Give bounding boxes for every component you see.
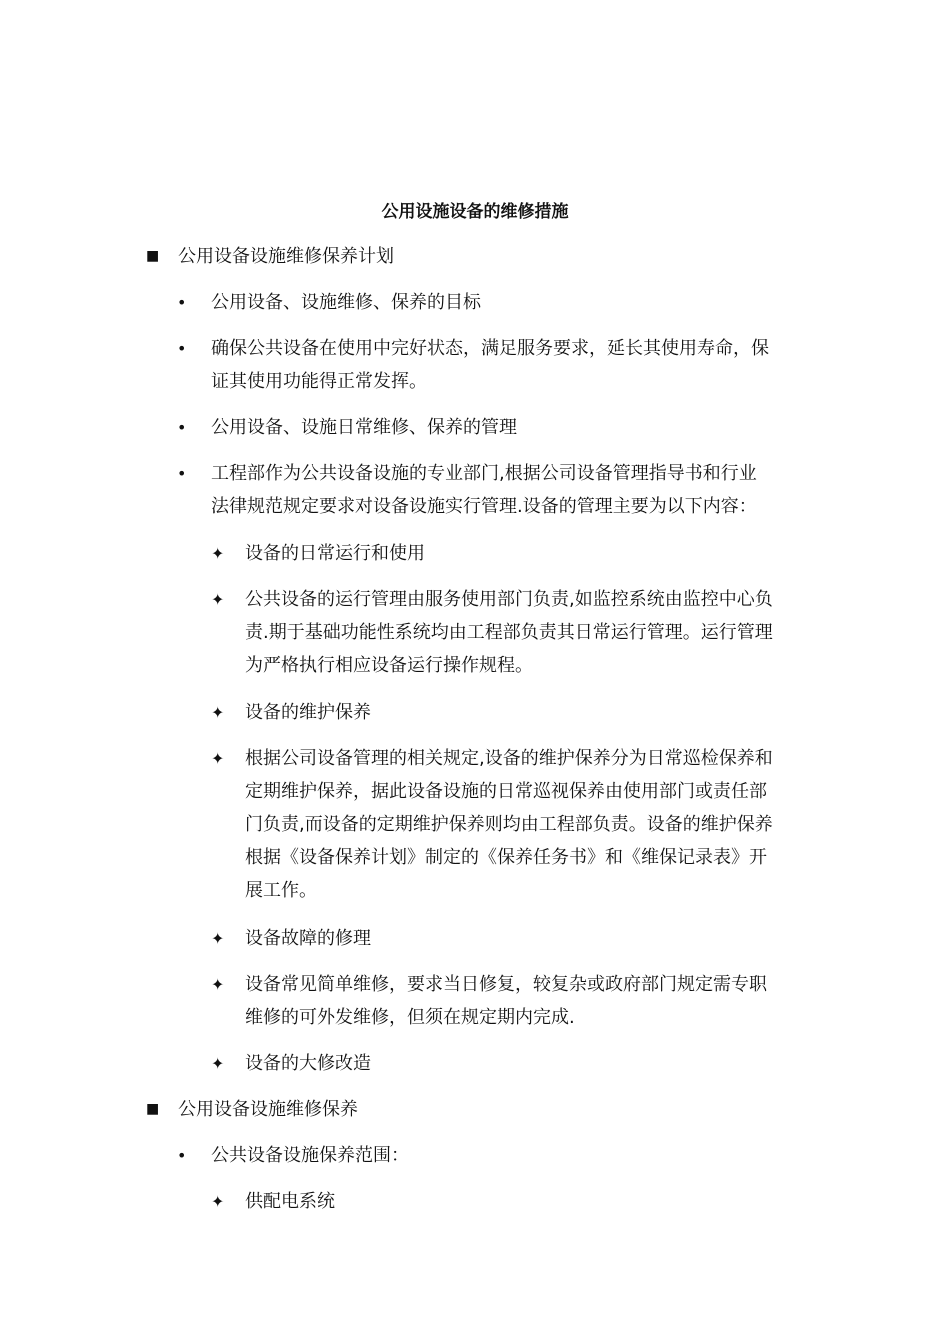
list-item-line: 为严格执行相应设备运行操作规程。 [245, 655, 533, 676]
square-bullet-icon: ■ [146, 248, 160, 264]
list-item-line: 维修的可外发维修，但须在规定期内完成. [245, 1007, 575, 1028]
list-item-line: 公共设备的运行管理由服务使用部门负责,如监控系统由监控中心负 [245, 589, 773, 610]
dot-bullet-icon: • [177, 1146, 187, 1165]
list-item [211, 742, 811, 907]
list-item-line: 证其使用功能得正常发挥。 [211, 371, 427, 392]
star-bullet-icon: ✦ [211, 544, 225, 563]
document-title: 公用设施设备的维修措施 [381, 202, 569, 222]
list-item-line: 确保公共设备在使用中完好状态，满足服务要求，延长其使用寿命，保 [211, 338, 769, 359]
list-item [177, 332, 811, 398]
list-item-text: 设备故障的修理 [245, 928, 371, 949]
list-item [211, 1047, 811, 1080]
dot-bullet-icon: • [177, 293, 187, 312]
star-bullet-icon: ✦ [211, 703, 225, 722]
list-item-line: 工程部作为公共设备设施的专业部门,根据公司设备管理指导书和行业 [211, 463, 757, 484]
list-item [211, 968, 811, 1034]
star-bullet-icon: ✦ [211, 929, 225, 948]
list-item-line: 展工作。 [245, 880, 317, 901]
square-bullet-icon: ■ [146, 1101, 160, 1117]
list-item-text: 设备的大修改造 [245, 1053, 371, 1074]
list-item [146, 240, 808, 273]
list-item-line: 责.期于基础功能性系统均由工程部负责其日常运行管理。运行管理 [245, 622, 773, 643]
list-item [211, 696, 811, 729]
list-item-line: 设备常见简单维修，要求当日修复，较复杂或政府部门规定需专职 [245, 974, 767, 995]
star-bullet-icon: ✦ [211, 1192, 225, 1211]
list-item-line: 根据公司设备管理的相关规定,设备的维护保养分为日常巡检保养和 [245, 748, 773, 769]
list-item-text: 设备的维护保养 [245, 702, 371, 723]
list-item-line: 法律规范规定要求对设备设施实行管理.设备的管理主要为以下内容： [211, 496, 757, 517]
list-item [177, 457, 811, 523]
star-bullet-icon: ✦ [211, 975, 225, 994]
list-item-text: 设备的日常运行和使用 [245, 543, 425, 564]
list-item-text: 供配电系统 [245, 1191, 335, 1212]
list-item-text: 公用设备、设施维修、保养的目标 [211, 292, 481, 313]
list-item-text: 公用设备、设施日常维修、保养的管理 [211, 417, 517, 438]
list-item [211, 583, 811, 682]
dot-bullet-icon: • [177, 339, 187, 358]
list-item-text: 公共设备设施保养范围： [211, 1145, 409, 1166]
list-item [211, 537, 811, 570]
list-item [177, 1139, 811, 1172]
dot-bullet-icon: • [177, 418, 187, 437]
list-item-line: 定期维护保养，据此设备设施的日常巡视保养由使用部门或责任部 [245, 781, 767, 802]
dot-bullet-icon: • [177, 464, 187, 483]
list-item-text: 公用设备设施维修保养计划 [178, 246, 394, 267]
star-bullet-icon: ✦ [211, 590, 225, 609]
star-bullet-icon: ✦ [211, 749, 225, 768]
list-item-line: 根据《设备保养计划》制定的《保养任务书》和《维保记录表》开 [245, 847, 767, 868]
list-item [211, 922, 811, 955]
list-item [177, 286, 811, 319]
star-bullet-icon: ✦ [211, 1054, 225, 1073]
list-item [177, 411, 811, 444]
list-item-line: 门负责,而设备的定期维护保养则均由工程部负责。设备的维护保养 [245, 814, 773, 835]
list-item [146, 1093, 808, 1126]
list-item-text: 公用设备设施维修保养 [178, 1099, 358, 1120]
list-item [211, 1185, 811, 1218]
